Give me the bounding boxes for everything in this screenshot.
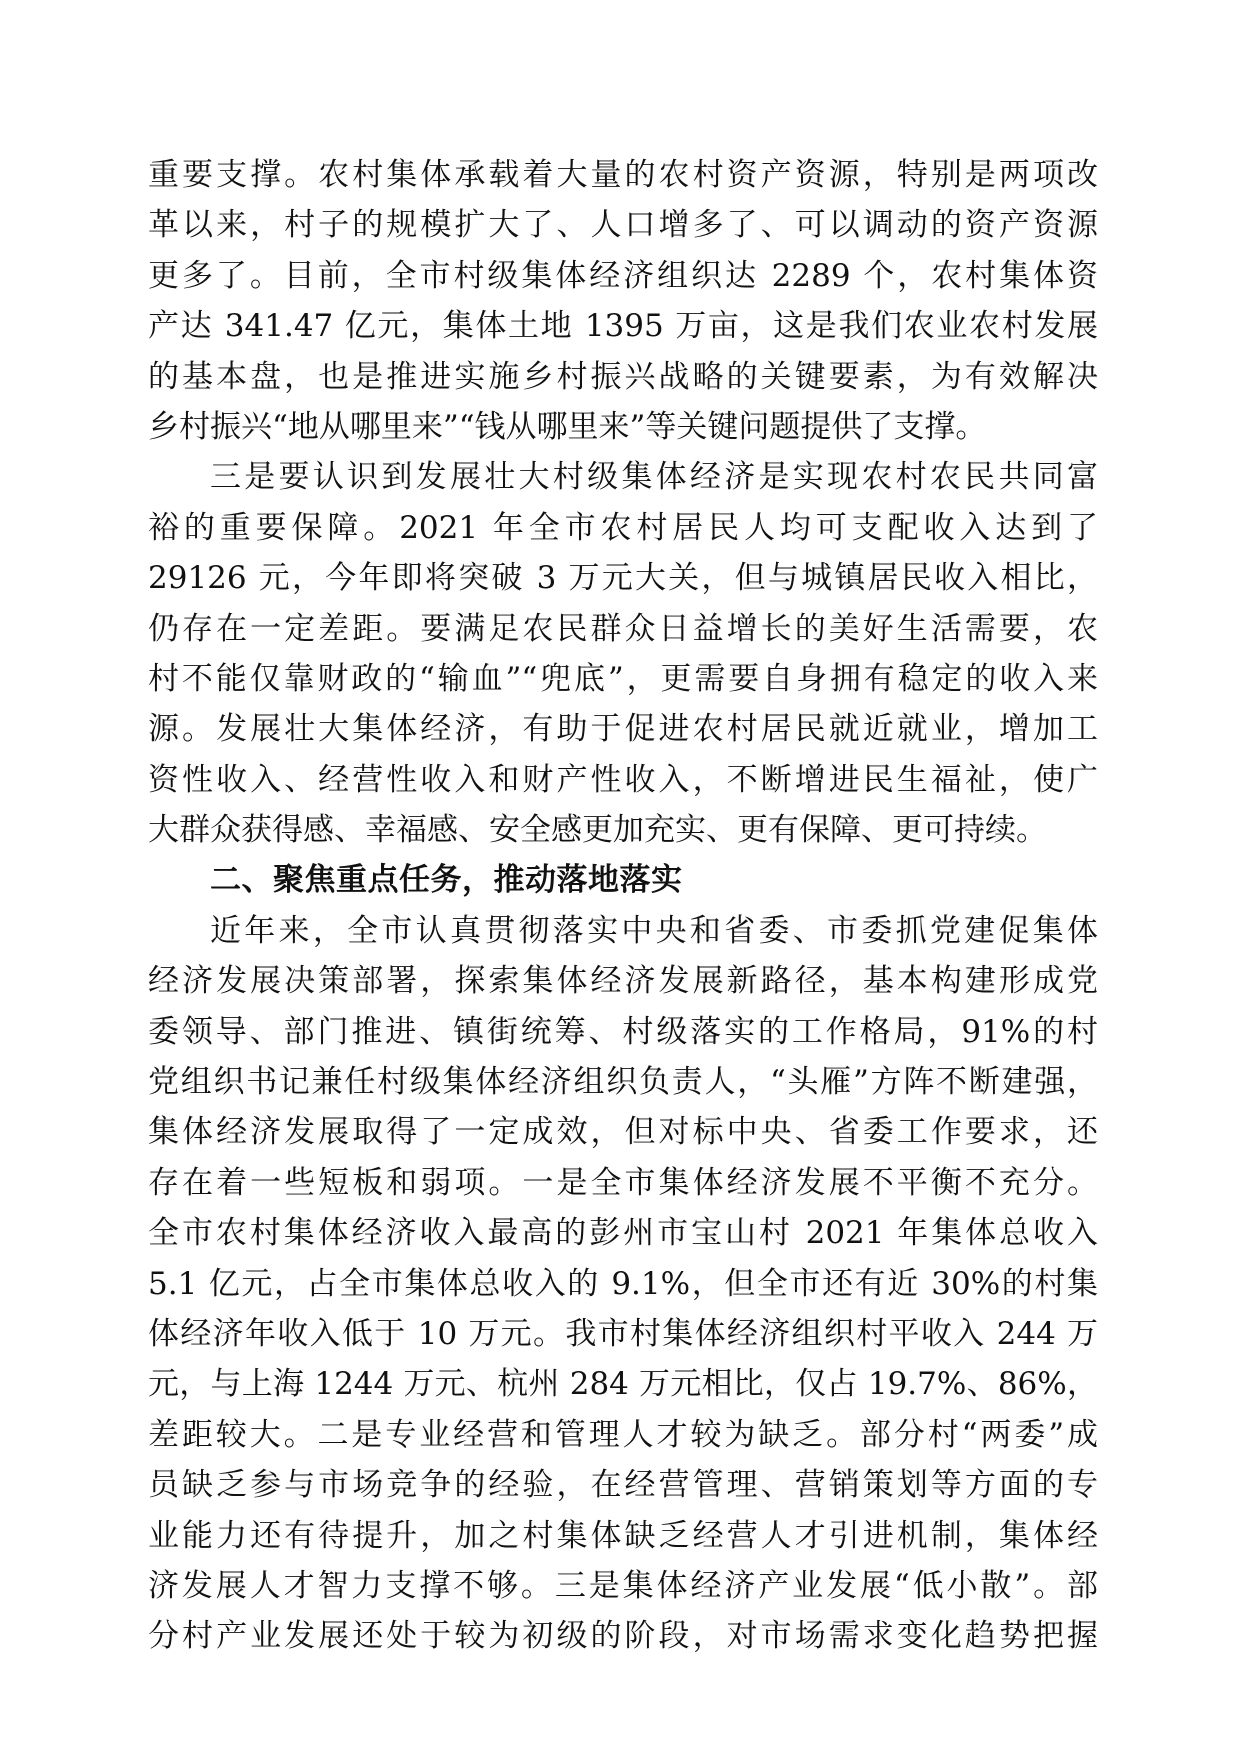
body-text [148,150,1098,1662]
text-line: 经济发展决策部署，探索集体经济发展新路径，基本构建形成党 [148,963,1098,1000]
text-line: 体经济年收入低于 10 万元。我市村集体经济组织村平收入 244 万 [148,1315,1098,1352]
text-line: 党组织书记兼任村级集体经济组织负责人，“头雁”方阵不断建强， [148,1064,1098,1101]
section-heading: 二、聚焦重点任务，推动落地落实 [210,862,683,899]
text-line: 集体经济发展取得了一定成效，但对标中央、省委工作要求，还 [148,1114,1098,1151]
text-line: 元，与上海 1244 万元、杭州 284 万元相比，仅占 19.7%、86%， [148,1366,1098,1403]
text-line: 员缺乏参与市场竞争的经验，在经营管理、营销策划等方面的专 [148,1467,1098,1504]
text-line: 仍存在一定差距。要满足农民群众日益增长的美好生活需要，农 [148,610,1098,647]
text-line: 5.1 亿元，占全市集体总收入的 9.1%，但全市还有近 30%的村集 [148,1265,1098,1302]
text-line: 分村产业发展还处于较为初级的阶段，对市场需求变化趋势把握 [148,1618,1098,1655]
text-line: 乡村振兴“地从哪里来”“钱从哪里来”等关键问题提供了支撑。 [148,408,987,445]
text-line: 济发展人才智力支撑不够。三是集体经济产业发展“低小散”。部 [148,1567,1098,1604]
text-line: 委领导、部门推进、镇街统筹、村级落实的工作格局，91%的村 [148,1013,1098,1050]
text-line: 29126 元，今年即将突破 3 万元大关，但与城镇居民收入相比， [148,560,1098,597]
text-line: 的基本盘，也是推进实施乡村振兴战略的关键要素，为有效解决 [148,358,1098,395]
text-line: 产达 341.47 亿元，集体土地 1395 万亩，这是我们农业农村发展 [148,308,1098,345]
text-line: 革以来，村子的规模扩大了、人口增多了、可以调动的资产资源 [148,207,1098,244]
text-line: 业能力还有待提升，加之村集体缺乏经营人才引进机制，集体经 [148,1517,1098,1554]
text-line: 资性收入、经营性收入和财产性收入，不断增进民生福祉，使广 [148,761,1098,798]
text-line: 近年来，全市认真贯彻落实中央和省委、市委抓党建促集体 [210,912,1098,949]
text-line: 重要支撑。农村集体承载着大量的农村资产资源，特别是两项改 [148,157,1098,193]
text-line: 村不能仅靠财政的“输血”“兜底”，更需要自身拥有稳定的收入来 [148,660,1098,697]
text-line: 源。发展壮大集体经济，有助于促进农村居民就近就业，增加工 [148,711,1098,748]
text-line: 裕的重要保障。2021 年全市农村居民人均可支配收入达到了 [148,509,1098,546]
text-line: 更多了。目前，全市村级集体经济组织达 2289 个，农村集体资 [148,257,1098,294]
text-line: 全市农村集体经济收入最高的彭州市宝山村 2021 年集体总收入 [148,1215,1098,1252]
text-line: 差距较大。二是专业经营和管理人才较为缺乏。部分村“两委”成 [148,1416,1098,1453]
text-line: 存在着一些短板和弱项。一是全市集体经济发展不平衡不充分。 [148,1164,1098,1201]
text-line: 三是要认识到发展壮大村级集体经济是实现农村农民共同富 [210,459,1098,496]
text-line: 大群众获得感、幸福感、安全感更加充实、更有保障、更可持续。 [148,812,1047,849]
